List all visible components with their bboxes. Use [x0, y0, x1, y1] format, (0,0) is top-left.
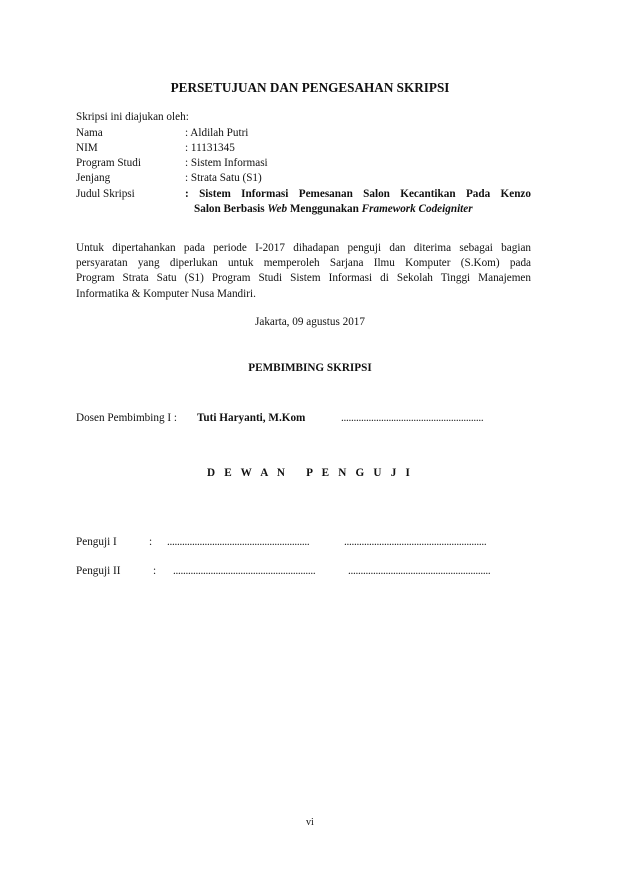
nim-value: : 11131345: [185, 142, 235, 154]
paragraph-line-1: Untuk dipertahankan pada periode I-2017 dihadapan penguji dan diterima sebagai bagian: [76, 242, 531, 254]
nim-label: NIM: [76, 142, 98, 154]
jenjang-value: : Strata Satu (S1): [185, 172, 262, 184]
penguji2-name-line: .........................................................: [173, 565, 316, 577]
page-number: vi: [306, 817, 314, 828]
judul-line-1: : Sistem Informasi Pemesanan Salon Kecantikan Pada Kenzo: [185, 188, 531, 200]
penguji2-label: Penguji II: [76, 565, 121, 577]
pembimbing-label: Dosen Pembimbing I :: [76, 412, 177, 424]
paragraph-line-2: persyaratan yang diperlukan untuk memperoleh Sarjana Ilmu Komputer (S.Kom) pada: [76, 257, 531, 270]
place-date: Jakarta, 09 agustus 2017: [255, 316, 365, 328]
judul-part-a: Salon Berbasis: [194, 203, 268, 215]
judul-value: [185, 187, 531, 217]
judul-part-c: Menggunakan: [287, 203, 362, 215]
prodi-value: : Sistem Informasi: [185, 157, 268, 169]
paragraph-line-4: Informatika & Komputer Nusa Mandiri.: [76, 287, 256, 300]
judul-label: Judul Skripsi: [76, 188, 135, 200]
penguji1-label: Penguji I: [76, 536, 117, 548]
penguji1-colon: :: [149, 536, 153, 548]
penguji1-signature-line: .........................................................: [344, 536, 487, 548]
pembimbing-heading: PEMBIMBING SKRIPSI: [248, 362, 372, 374]
judul-part-framework: Framework Codeigniter: [361, 203, 473, 215]
dewan-heading: D E W A N P E N G U J I: [206, 467, 414, 479]
pembimbing-signature-line: .........................................................: [341, 412, 484, 424]
nama-value: : Aldilah Putri: [185, 127, 249, 139]
penguji1-name-line: .........................................................: [167, 536, 310, 548]
penguji2-signature-line: .........................................................: [348, 565, 491, 577]
dewan-heading-wrap: [0, 466, 620, 481]
prodi-label: Program Studi: [76, 157, 141, 169]
nama-label: Nama: [76, 127, 103, 139]
jenjang-label: Jenjang: [76, 172, 111, 184]
page-title: PERSETUJUAN DAN PENGESAHAN SKRIPSI: [170, 80, 450, 95]
body-paragraph: [76, 241, 531, 302]
judul-line-2: [185, 202, 531, 217]
penguji2-colon: :: [153, 565, 157, 577]
intro-text: Skripsi ini diajukan oleh:: [76, 111, 189, 123]
paragraph-line-3: Program Strata Satu (S1) Program Studi Sistem Informasi di Sekolah Tinggi Manajemen: [76, 272, 531, 285]
judul-part-web: Web: [267, 203, 288, 215]
pembimbing-name: Tuti Haryanti, M.Kom: [197, 412, 306, 424]
